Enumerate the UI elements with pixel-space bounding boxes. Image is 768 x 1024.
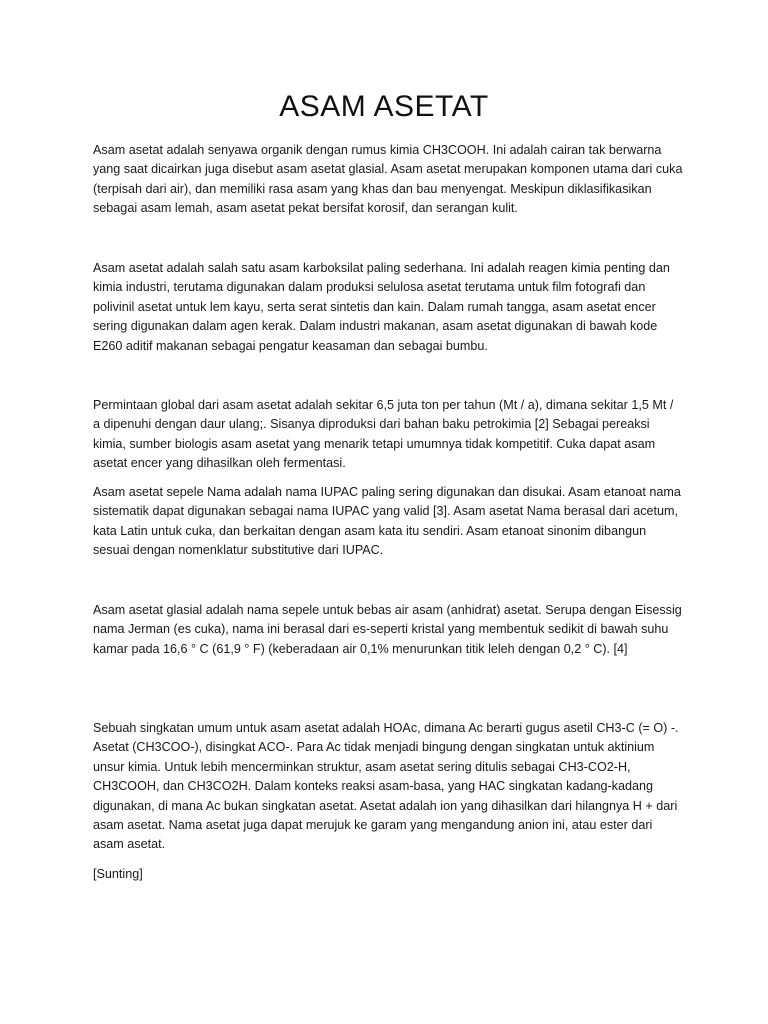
page-title: ASAM ASETAT — [279, 90, 489, 123]
paragraph-abbreviation: Sebuah singkatan umum untuk asam asetat adalah HOAc, dimana Ac berarti gugus asetil CH3-C (= O) -. Asetat (CH3COO-), disingkat ACO-. Para Ac tidak menjadi bingung dengan singkatan untuk aktinium unsur kimia. Untuk lebih mencerminkan struktur, asam asetat sering ditulis sebagai CH3-CO2-H, CH3COOH, dan CH3CO2H. Dalam konteks reaksi asam-basa, yang HAC singkatan kadang-kadang digunakan, di mana Ac bukan singkatan asetat. Asetat adalah ion yang dihasilkan dari hilangnya H + dari asam asetat. Nama asetat juga dapat merujuk ke garam yang mengandung anion ini, atau ester dari asam asetat. — [93, 721, 679, 852]
paragraph-glacial: Asam asetat glasial adalah nama sepele untuk bebas air asam (anhidrat) asetat. Serupa dengan Eisessig nama Jerman (es cuka), nama ini berasal dari es-seperti kristal yang membentuk sedikit di bawah suhu kamar pada 16,6 ° C (61,9 ° F) (keberadaan air 0,1% menurunkan titik leleh dengan 0,2 ° C). [4] — [93, 603, 682, 656]
edit-link[interactable]: [Sunting] — [93, 867, 143, 881]
paragraph-global-demand: Permintaan global dari asam asetat adalah sekitar 6,5 juta ton per tahun (Mt / a), dimana sekitar 1,5 Mt / a dipenuhi dengan daur ulang;. Sisanya diproduksi dari bahan baku petrokimia [2] Sebagai pereaksi kimia, sumber biologis asam asetat yang menarik tetapi umumnya tidak kompetitif. Cuka dapat asam asetat encer yang dihasilkan oleh fermentasi. — [93, 398, 674, 471]
paragraph-nomenclature: Asam asetat sepele Nama adalah nama IUPAC paling sering digunakan dan disukai. Asam etanoat nama sistematik dapat digunakan sebagai nama IUPAC yang valid [3]. Asam asetat Nama berasal dari acetum, kata Latin untuk cuka, dan berkaitan dengan asam kata itu sendiri. Asam etanoat sinonim dibangun sesuai dengan nomenklatur substitutive dari IUPAC. — [93, 485, 681, 558]
paragraph-definition: Asam asetat adalah senyawa organik dengan rumus kimia CH3COOH. Ini adalah cairan tak berwarna yang saat dicairkan juga disebut asam asetat glasial. Asam asetat merupakan komponen utama dari cuka (terpisah dari air), dan memiliki rasa asam yang khas dan bau menyengat. Meskipun diklasifikasikan sebagai asam lemah, asam asetat pekat bersifat korosif, dan serangan kulit. — [93, 143, 683, 216]
paragraph-uses: Asam asetat adalah salah satu asam karboksilat paling sederhana. Ini adalah reagen kimia penting dan kimia industri, terutama digunakan dalam produksi selulosa asetat terutama untuk film fotografi dan polivinil asetat untuk lem kayu, serta serat sintetis dan kain. Dalam rumah tangga, asam asetat encer sering digunakan dalam agen kerak. Dalam industri makanan, asam asetat digunakan di bawah kode E260 aditif makanan sebagai pengatur keasaman dan sebagai bumbu. — [93, 261, 670, 353]
